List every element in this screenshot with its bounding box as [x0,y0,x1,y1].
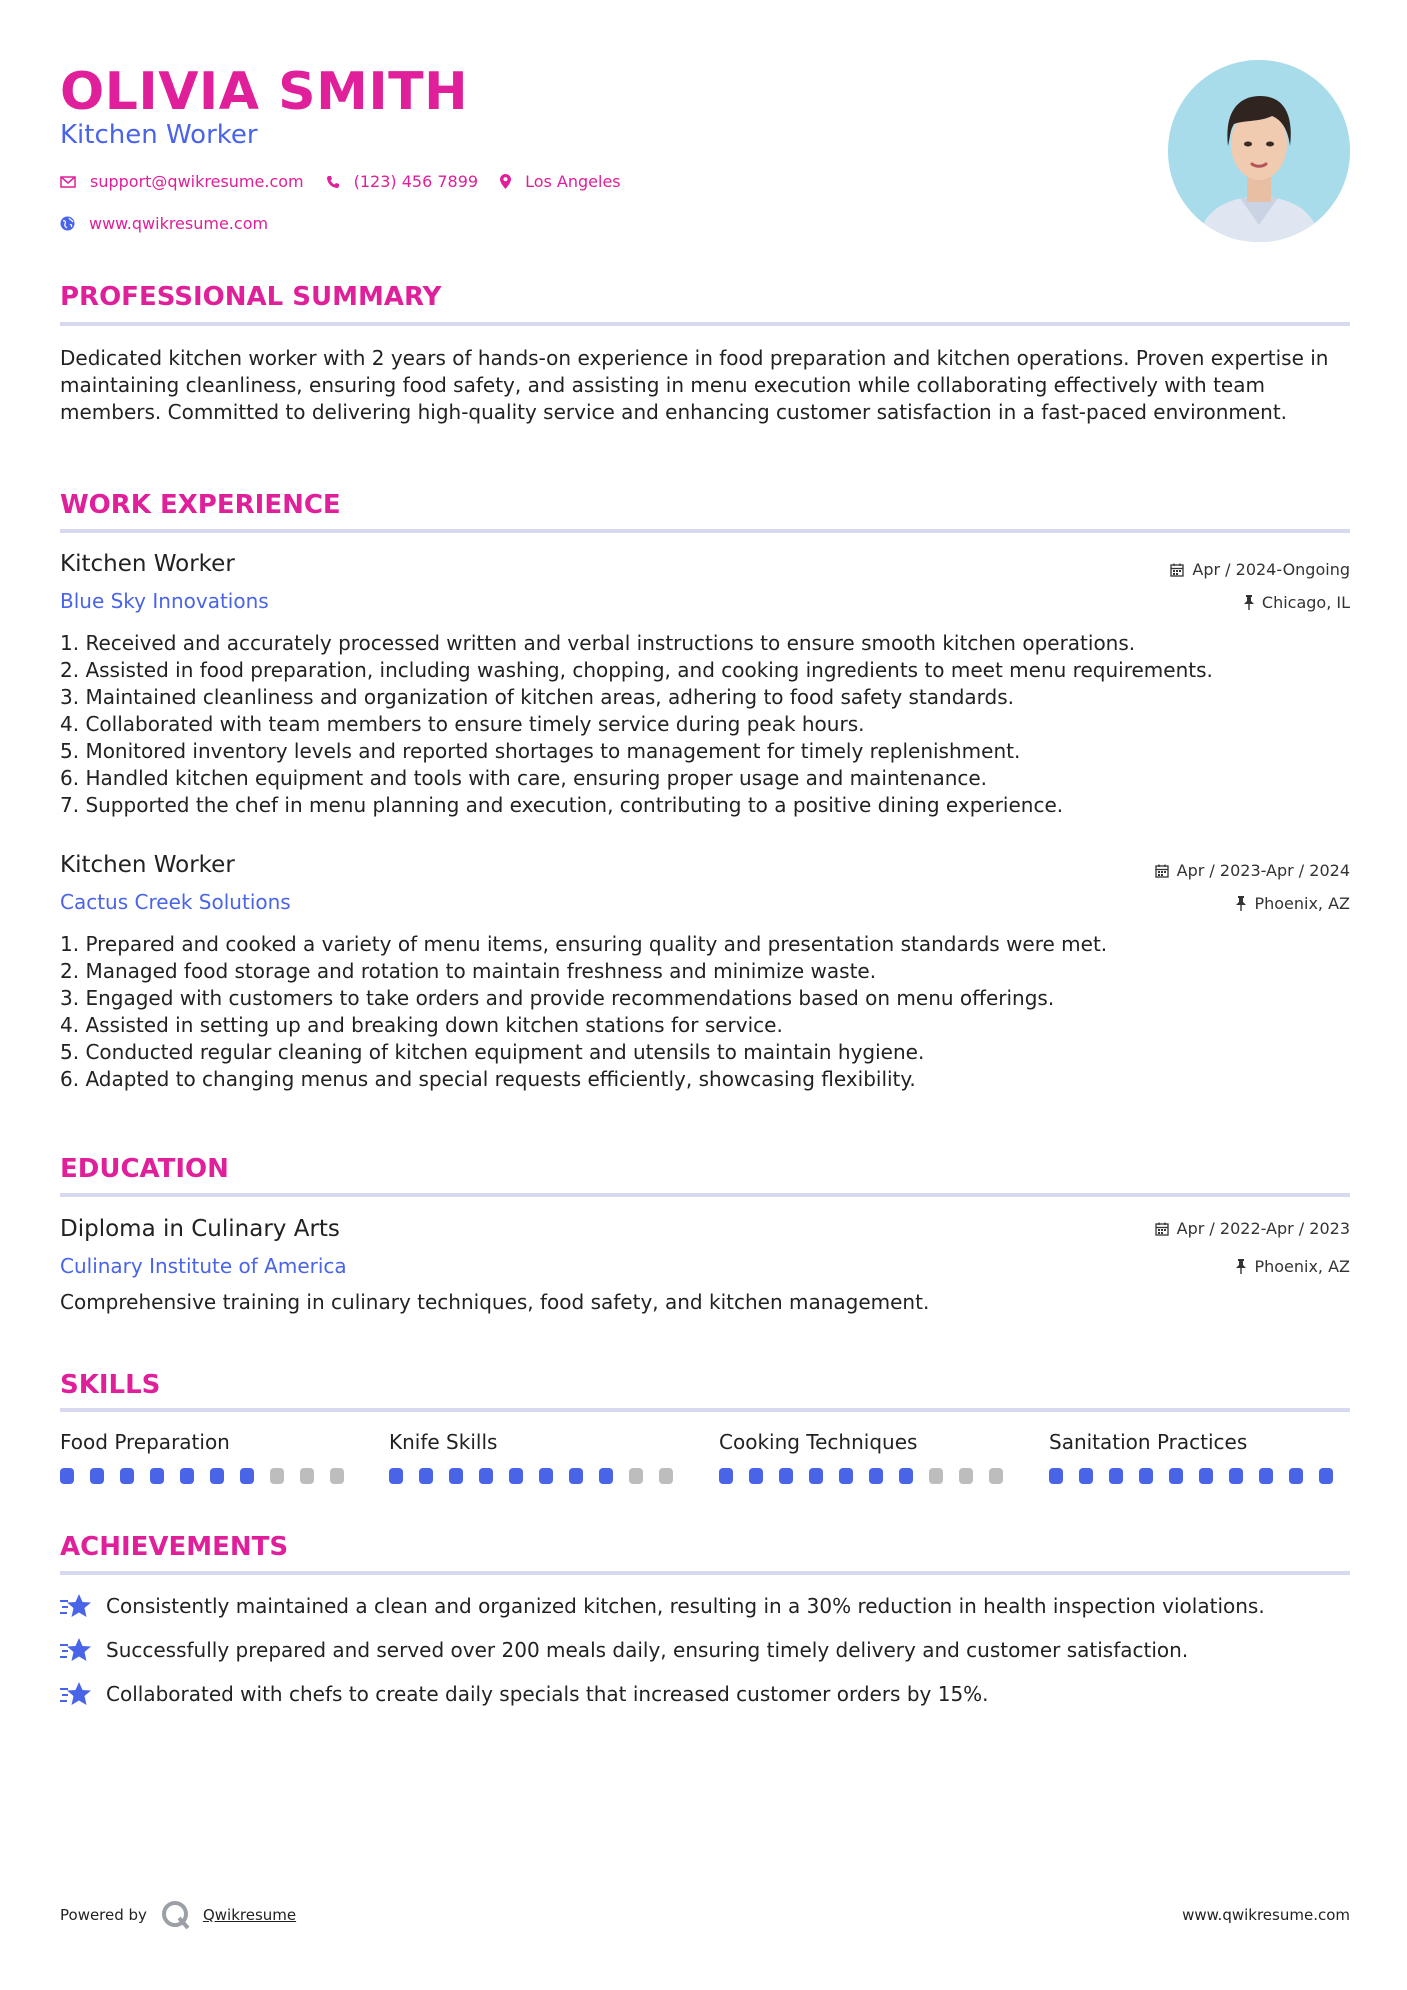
rating-dot-filled [479,1468,493,1484]
education-divider [60,1193,1350,1197]
footer-website[interactable]: www.qwikresume.com [1182,1906,1350,1924]
star-icon [60,1593,92,1619]
list-item: 5. Monitored inventory levels and reported shortages to management for timely replenishment. [60,739,1021,763]
job-2-title: Kitchen Worker [60,852,235,878]
summary-divider [60,322,1350,326]
experience-divider [60,529,1350,533]
rating-dot-empty [959,1468,973,1484]
list-item: 1. Received and accurately processed written and verbal instructions to ensure smooth kitchen operations. [60,631,1136,655]
job-1-dates-text: Apr / 2024-Ongoing [1192,560,1350,579]
avatar [1168,60,1350,242]
job-2-location [1236,894,1350,913]
qwikresume-logo-icon [161,1900,193,1930]
list-item: 6. Handled kitchen equipment and tools with care, ensuring proper usage and maintenance. [60,766,988,790]
list-item: 3. Engaged with customers to take orders and provide recommendations based on menu offerings. [60,986,1055,1010]
rating-dot-filled [779,1468,793,1484]
rating-dot-filled [180,1468,194,1484]
skill-label: Sanitation Practices [1049,1430,1248,1454]
map-pin-icon [500,174,511,189]
list-item: 5. Conducted regular cleaning of kitchen equipment and utensils to maintain hygiene. [60,1040,925,1064]
skill-knife-skills [389,1430,689,1484]
job-2-dates-text: Apr / 2023-Apr / 2024 [1176,861,1350,880]
rating-dot-filled [839,1468,853,1484]
location-text: Los Angeles [525,172,621,191]
skill-rating [60,1468,360,1484]
education-heading: EDUCATION [60,1154,229,1184]
pushpin-icon [1236,1259,1246,1274]
list-item: 2. Assisted in food preparation, including washing, chopping, and cooking ingredients to meet menu requirements. [60,658,1213,682]
rating-dot-filled [389,1468,403,1484]
education-degree: Diploma in Culinary Arts [60,1216,340,1242]
list-item: 2. Managed food storage and rotation to maintain freshness and minimize waste. [60,959,877,983]
skill-label: Food Preparation [60,1430,230,1454]
rating-dot-empty [659,1468,673,1484]
contact-row-1 [60,172,643,191]
list-item: 3. Maintained cleanliness and organization of kitchen areas, adhering to food safety standards. [60,685,1014,709]
footer-powered-by [60,1900,296,1930]
job-1-title: Kitchen Worker [60,551,235,577]
website-text: www.qwikresume.com [89,214,269,233]
experience-heading: WORK EXPERIENCE [60,490,341,520]
candidate-name: OLIVIA SMITH [60,62,469,122]
star-icon [60,1637,92,1663]
rating-dot-filled [150,1468,164,1484]
phone-text: (123) 456 7899 [353,172,479,191]
skill-rating [1049,1468,1349,1484]
achievement-item [60,1593,1350,1619]
rating-dot-empty [330,1468,344,1484]
list-item: 4. Assisted in setting up and breaking down kitchen stations for service. [60,1013,783,1037]
achievement-item [60,1681,1350,1707]
calendar-icon [1170,563,1184,577]
job-1-responsibilities [60,630,1350,819]
job-2-dates [1155,861,1350,880]
rating-dot-filled [1229,1468,1243,1484]
rating-dot-filled [539,1468,553,1484]
education-location [1236,1257,1350,1276]
list-item: 4. Collaborated with team members to ensure timely service during peak hours. [60,712,865,736]
rating-dot-filled [509,1468,523,1484]
globe-icon [60,216,75,231]
rating-dot-empty [989,1468,1003,1484]
rating-dot-filled [569,1468,583,1484]
skill-label: Knife Skills [389,1430,498,1454]
education-dates-text: Apr / 2022-Apr / 2023 [1176,1219,1350,1238]
powered-by-label: Powered by [60,1906,147,1924]
education-location-text: Phoenix, AZ [1254,1257,1350,1276]
candidate-title: Kitchen Worker [60,120,258,150]
rating-dot-filled [869,1468,883,1484]
achievements-heading: ACHIEVEMENTS [60,1532,289,1562]
rating-dot-filled [1079,1468,1093,1484]
contact-email[interactable] [60,172,304,191]
phone-icon [326,175,340,189]
rating-dot-filled [419,1468,433,1484]
contact-phone[interactable] [326,172,478,191]
summary-text: Dedicated kitchen worker with 2 years of hands-on experience in food preparation and kitchen operations. Proven expertise in maintaining cleanliness, ensuring food safety, and assisting in menu execution while collaborating effectively with team members. Committed to delivering high-quality service and enhancing customer satisfaction in a fast-paced environment. [60,346,1329,424]
rating-dot-filled [809,1468,823,1484]
rating-dot-filled [899,1468,913,1484]
education-school: Culinary Institute of America [60,1254,347,1278]
summary-heading: PROFESSIONAL SUMMARY [60,282,442,312]
list-item: 6. Adapted to changing menus and special requests efficiently, showcasing flexibility. [60,1067,916,1091]
rating-dot-filled [1289,1468,1303,1484]
skills-divider [60,1408,1350,1412]
skills-heading: SKILLS [60,1370,161,1400]
skill-label: Cooking Techniques [719,1430,918,1454]
achievement-text: Consistently maintained a clean and organized kitchen, resulting in a 30% reduction in health inspection violations. [106,1594,1265,1618]
star-icon [60,1681,92,1707]
achievement-text: Collaborated with chefs to create daily specials that increased customer orders by 15%. [106,1682,989,1706]
rating-dot-filled [240,1468,254,1484]
contact-website[interactable] [60,214,268,233]
education-description: Comprehensive training in culinary techniques, food safety, and kitchen management. [60,1290,930,1314]
contact-location [500,172,621,191]
achievements-divider [60,1571,1350,1575]
profile-photo [1168,60,1350,242]
rating-dot-filled [60,1468,74,1484]
list-item: 7. Supported the chef in menu planning and execution, contributing to a positive dining experience. [60,793,1064,817]
qwikresume-link[interactable]: Qwikresume [202,1906,297,1924]
skill-sanitation-practices [1049,1430,1349,1484]
skill-food-preparation [60,1430,360,1484]
calendar-icon [1155,1222,1169,1236]
rating-dot-filled [120,1468,134,1484]
rating-dot-filled [449,1468,463,1484]
calendar-icon [1155,864,1169,878]
education-dates [1155,1219,1350,1238]
job-1-dates [1170,560,1350,579]
pushpin-icon [1236,896,1246,911]
rating-dot-empty [929,1468,943,1484]
rating-dot-filled [1049,1468,1063,1484]
job-2-responsibilities [60,931,1350,1093]
rating-dot-filled [210,1468,224,1484]
rating-dot-filled [1319,1468,1333,1484]
rating-dot-filled [1259,1468,1273,1484]
rating-dot-filled [1109,1468,1123,1484]
achievement-item [60,1637,1350,1663]
achievement-text: Successfully prepared and served over 200 meals daily, ensuring timely delivery and customer satisfaction. [106,1638,1189,1662]
skill-rating [719,1468,1019,1484]
rating-dot-filled [1139,1468,1153,1484]
job-1-company: Blue Sky Innovations [60,589,269,613]
rating-dot-filled [1169,1468,1183,1484]
rating-dot-filled [749,1468,763,1484]
job-1-location [1244,593,1350,612]
list-item: 1. Prepared and cooked a variety of menu items, ensuring quality and presentation standards were met. [60,932,1108,956]
rating-dot-filled [719,1468,733,1484]
rating-dot-filled [90,1468,104,1484]
rating-dot-empty [629,1468,643,1484]
email-text: support@qwikresume.com [90,172,304,191]
job-1-location-text: Chicago, IL [1261,593,1350,612]
pushpin-icon [1244,595,1254,610]
skill-rating [389,1468,689,1484]
rating-dot-empty [300,1468,314,1484]
envelope-icon [60,176,76,188]
contact-row-2 [60,214,290,233]
rating-dot-filled [1199,1468,1213,1484]
job-2-location-text: Phoenix, AZ [1254,894,1350,913]
job-2-company: Cactus Creek Solutions [60,890,291,914]
skill-cooking-techniques [719,1430,1019,1484]
rating-dot-empty [270,1468,284,1484]
rating-dot-filled [599,1468,613,1484]
